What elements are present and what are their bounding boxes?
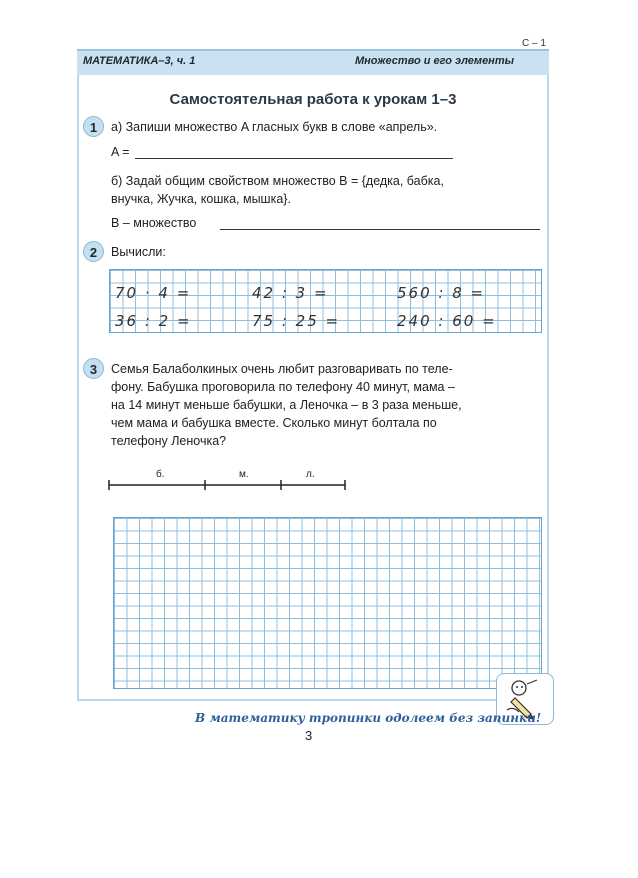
expression-2: 42 : 3 = [252,284,329,302]
page-number: 3 [305,728,313,743]
topic-title: Множество и его элементы [355,55,515,67]
task-3-line-2: фону. Бабушка проговорила по телефону 40 минут, мама – [111,380,455,394]
segment-label-lenochka: л. [306,469,315,480]
task-3-line-1: Семья Балаболкиных очень любит разговаривать по теле- [111,362,453,376]
task-3-line-5: телефону Леночка? [111,434,227,448]
task-1a-text: а) Запиши множество A гласных букв в слове «апрель». [111,120,438,134]
expression-5: 75 : 25 = [252,312,341,330]
task-3-line-4: чем мама и бабушка вместе. Сколько минут болтала по [111,416,437,430]
page-code: С – 1 [522,38,546,49]
expression-4: 36 : 2 = [115,312,192,330]
expression-3: 560 : 8 = [397,284,486,302]
task-3-grid[interactable] [113,517,542,689]
segment-label-mama: м. [239,469,249,480]
task-3-line-3: на 14 минут меньше бабушки, а Леночка – в 3 раза меньше, [111,398,462,412]
task-1b-text-line2: внучка, Жучка, кошка, мышка}. [111,192,291,206]
work-title: Самостоятельная работа к урокам 1–3 [169,91,457,108]
task-2-label: Вычисли: [111,245,166,259]
segment-label-babushka: б. [156,469,165,480]
motto: В математику тропинки одолеем без запинки! [195,711,542,725]
task-1a-answer-label: A = [111,145,130,159]
task-1b-answer-label: B – множество [111,216,197,230]
task-2-badge: 2 [83,241,104,262]
expression-6: 240 : 60 = [397,312,497,330]
task-1b-answer-line[interactable] [220,229,540,230]
segment-diagram [105,478,350,492]
task-1b-text-line1: б) Задай общим свойством множество B = {дедка, бабка, [111,174,444,188]
task-1-badge: 1 [83,116,104,137]
book-title: МАТЕМАТИКА–3, ч. 1 [83,55,196,67]
task-3-badge: 3 [83,358,104,379]
expression-1: 70 · 4 = [115,284,192,302]
task-1a-answer-line[interactable] [135,158,453,159]
